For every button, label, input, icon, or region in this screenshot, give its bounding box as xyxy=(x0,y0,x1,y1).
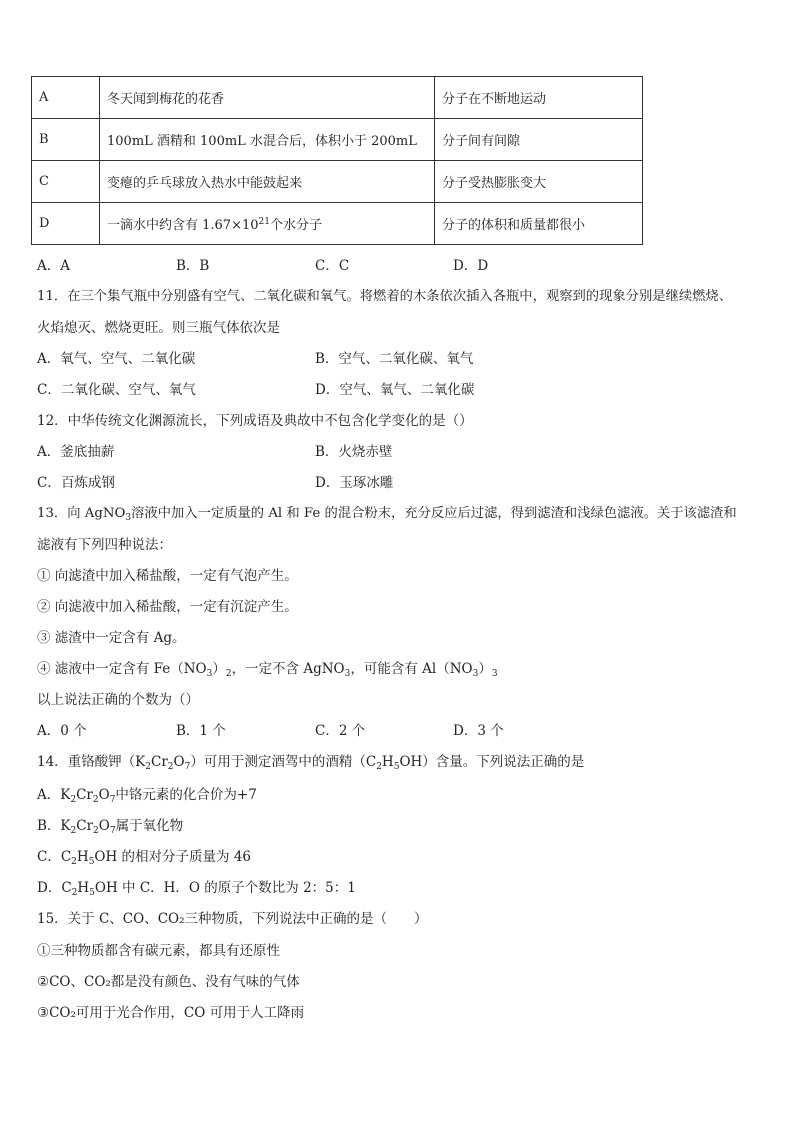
q11-option-d: D．空气、氧气、二氧化碳 xyxy=(315,382,475,398)
q11-option-a: A．氧气、空气、二氧化碳 xyxy=(37,351,196,367)
q10-option-a: A．A xyxy=(37,258,70,274)
q15-statement-2: ②CO、CO₂都是没有颜色、没有气味的气体 xyxy=(37,974,300,990)
q12-stem: 12．中华传统文化渊源流长，下列成语及典故中不包含化学变化的是（） xyxy=(37,413,473,429)
table-row xyxy=(32,119,643,161)
q10-option-b: B．B xyxy=(176,258,210,274)
q15-statement-3: ③CO₂可用于光合作用，CO 可用于人工降雨 xyxy=(37,1005,305,1021)
q13-ask: 以上说法正确的个数为（） xyxy=(37,692,199,708)
q12-option-a: A．釜底抽薪 xyxy=(37,444,115,460)
q13-option-b: B．1 个 xyxy=(176,723,226,739)
table-row xyxy=(32,161,643,203)
q13-option-a: A．0 个 xyxy=(37,723,87,739)
q13-statement-2: ② 向滤液中加入稀盐酸，一定有沉淀产生。 xyxy=(37,599,298,615)
q15-statement-1: ①三种物质都含有碳元素，都具有还原性 xyxy=(37,943,280,959)
q13-option-c: C．2 个 xyxy=(315,723,366,739)
q11-stem-line1: 11．在三个集气瓶中分别盛有空气、二氧化碳和氧气。将燃着的木条依次插入各瓶中，观察到的现象分别是继续燃烧、 xyxy=(37,289,733,304)
row-phenomenon: 100mL 酒精和 100mL 水混合后，体积小于 200mL xyxy=(100,119,435,161)
q11-stem-line2: 火焰熄灭、燃烧更旺。则三瓶气体依次是 xyxy=(37,320,280,336)
table-row xyxy=(32,77,643,119)
row-explanation: 分子间有间隙 xyxy=(435,119,643,161)
q10-option-d: D．D xyxy=(453,258,489,274)
q12-option-b: B．火烧赤壁 xyxy=(315,444,393,460)
q12-option-c: C．百炼成钢 xyxy=(37,475,115,491)
q13-statement-1: ① 向滤渣中加入稀盐酸，一定有气泡产生。 xyxy=(37,568,298,584)
q14-option-c: C．$C_2H_5OH$ 的相对分子质量为 46 xyxy=(37,849,252,867)
row-letter: A xyxy=(32,77,100,119)
q13-stem-line1: 13．向 AgNO$_3$溶液中加入一定质量的 Al 和 Fe 的混合粉末，充分反应后过滤，得到滤渣和浅绿色滤液。关于该滤渣和 xyxy=(37,506,737,523)
q12-option-d: D．玉琢冰雕 xyxy=(315,475,394,491)
row-explanation: 分子的体积和质量都很小 xyxy=(435,203,643,245)
q14-option-b: B．$K_2Cr_2O_7$属于氧化物 xyxy=(37,818,184,836)
q10-option-c: C．C xyxy=(315,258,350,274)
q13-option-d: D．3 个 xyxy=(453,723,504,739)
q15-stem: 15．关于 C、CO、CO₂三种物质，下列说法中正确的是（ ） xyxy=(37,911,428,927)
row-phenomenon: 一滴水中约含有 $1.67\times 10^{21}$个水分子 xyxy=(100,203,435,245)
row-phenomenon: 变瘪的乒乓球放入热水中能鼓起来 xyxy=(100,161,435,203)
row-explanation: 分子在不断地运动 xyxy=(435,77,643,119)
q14-option-d: D．$C_2H_5OH$ 中 C．H．O 的原子个数比为 2：5：1 xyxy=(37,880,356,898)
q11-option-b: B．空气、二氧化碳、氧气 xyxy=(315,351,474,367)
q13-statement-4: ④ 滤液中一定含有 $Fe(NO_3)_2$，一定不含 AgNO$_3$，可能含有 $Al(NO_3)_3$ xyxy=(37,661,498,679)
row-explanation: 分子受热膨胀变大 xyxy=(435,161,643,203)
q14-stem: 14．重铬酸钾$(K_2Cr_2O_7)$可用于测定酒驾中的酒精$(C_2H_5OH)$含量。下列说法正确的是 xyxy=(37,754,585,772)
row-phenomenon: 冬天闻到梅花的花香 xyxy=(100,77,435,119)
row-letter: D xyxy=(32,203,100,245)
q14-option-a: A．$K_2Cr_2O_7$中铬元素的化合价为+7 xyxy=(37,787,257,805)
q13-stem-line2: 滤液有下列四种说法： xyxy=(37,537,172,553)
table-row xyxy=(32,203,643,245)
row-letter: B xyxy=(32,119,100,161)
row-letter: C xyxy=(32,161,100,203)
q11-option-c: C．二氧化碳、空气、氧气 xyxy=(37,382,196,398)
q13-statement-3: ③ 滤渣中一定含有 Ag。 xyxy=(37,630,186,646)
options-table xyxy=(31,76,643,245)
